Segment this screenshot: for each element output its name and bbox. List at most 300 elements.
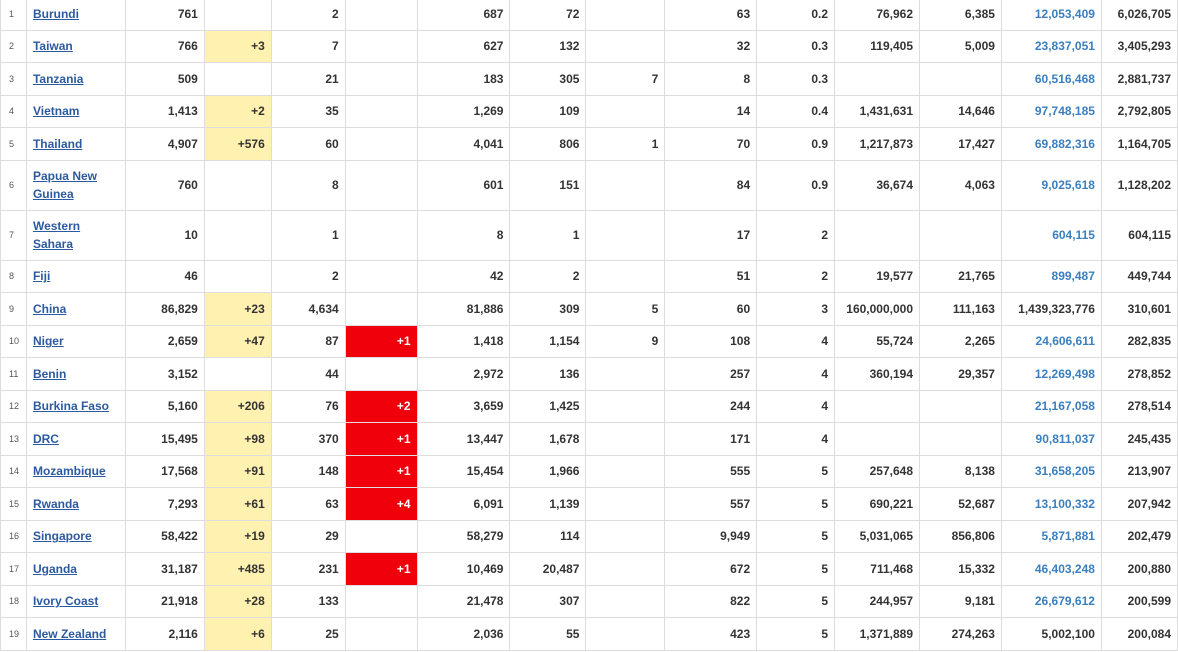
new-deaths-cell (345, 210, 417, 260)
one-case-every-cell: 449,744 (1101, 260, 1177, 293)
new-deaths-cell: +4 (345, 488, 417, 521)
total-cases-cell: 760 (125, 160, 204, 210)
population-cell[interactable]: 26,679,612 (1001, 585, 1101, 618)
one-case-every-cell: 200,880 (1101, 553, 1177, 586)
one-case-every-cell: 2,881,737 (1101, 63, 1177, 96)
recovered-cell: 2,036 (417, 618, 510, 651)
total-tests-cell: 1,217,873 (835, 128, 920, 161)
table-row (1, 618, 1178, 651)
one-case-every-cell: 310,601 (1101, 293, 1177, 326)
country-link[interactable]: Burundi (32, 6, 79, 21)
active-cases-cell: 305 (510, 63, 586, 96)
deaths-per-million-cell: 0.2 (757, 0, 835, 30)
total-deaths-cell: 60 (271, 128, 345, 161)
new-cases-cell (204, 160, 271, 210)
new-deaths-cell: +1 (345, 455, 417, 488)
total-deaths-cell: 87 (271, 325, 345, 358)
active-cases-cell: 1,678 (510, 423, 586, 456)
total-tests-cell: 36,674 (835, 160, 920, 210)
new-deaths-cell (345, 585, 417, 618)
population-cell: 5,002,100 (1001, 618, 1101, 651)
population-cell[interactable]: 90,811,037 (1001, 423, 1101, 456)
new-deaths-cell (345, 0, 417, 30)
total-cases-cell: 1,413 (125, 95, 204, 128)
total-deaths-cell: 133 (271, 585, 345, 618)
serious-critical-cell: 9 (586, 325, 665, 358)
recovered-cell: 6,091 (417, 488, 510, 521)
population-cell[interactable]: 21,167,058 (1001, 390, 1101, 423)
cases-per-million-cell: 32 (665, 30, 757, 63)
row-number: 11 (1, 358, 27, 391)
row-number: 12 (1, 390, 27, 423)
recovered-cell: 81,886 (417, 293, 510, 326)
recovered-cell: 183 (417, 63, 510, 96)
total-tests-cell: 76,962 (835, 0, 920, 30)
population-cell[interactable]: 24,606,611 (1001, 325, 1101, 358)
new-cases-cell: +485 (204, 553, 271, 586)
country-cell (26, 390, 125, 423)
recovered-cell: 2,972 (417, 358, 510, 391)
serious-critical-cell (586, 358, 665, 391)
recovered-cell: 1,269 (417, 95, 510, 128)
new-deaths-cell: +2 (345, 390, 417, 423)
total-tests-cell: 55,724 (835, 325, 920, 358)
cases-per-million-cell: 9,949 (665, 520, 757, 553)
cases-per-million-cell: 70 (665, 128, 757, 161)
tests-per-million-cell: 52,687 (920, 488, 1002, 521)
one-case-every-cell: 604,115 (1101, 210, 1177, 260)
total-tests-cell: 160,000,000 (835, 293, 920, 326)
serious-critical-cell (586, 585, 665, 618)
new-deaths-cell (345, 128, 417, 161)
new-cases-cell: +28 (204, 585, 271, 618)
table-row (1, 358, 1178, 391)
new-cases-cell: +576 (204, 128, 271, 161)
country-link[interactable]: China (32, 301, 67, 316)
deaths-per-million-cell: 5 (757, 618, 835, 651)
new-deaths-cell (345, 293, 417, 326)
new-cases-cell: +206 (204, 390, 271, 423)
new-cases-cell (204, 63, 271, 96)
country-link[interactable]: Burkina Faso (32, 399, 109, 414)
population-cell[interactable]: 9,025,618 (1001, 160, 1101, 210)
total-tests-cell (835, 63, 920, 96)
population-cell[interactable]: 23,837,051 (1001, 30, 1101, 63)
new-cases-cell (204, 260, 271, 293)
total-cases-cell: 10 (125, 210, 204, 260)
total-cases-cell: 3,152 (125, 358, 204, 391)
total-deaths-cell: 21 (271, 63, 345, 96)
table-row (1, 260, 1178, 293)
one-case-every-cell: 213,907 (1101, 455, 1177, 488)
total-tests-cell: 5,031,065 (835, 520, 920, 553)
one-case-every-cell: 278,852 (1101, 358, 1177, 391)
table-row (1, 63, 1178, 96)
active-cases-cell: 1 (510, 210, 586, 260)
total-cases-cell: 21,918 (125, 585, 204, 618)
total-deaths-cell: 148 (271, 455, 345, 488)
new-cases-cell: +98 (204, 423, 271, 456)
table-row (1, 0, 1178, 30)
active-cases-cell: 114 (510, 520, 586, 553)
total-deaths-cell: 231 (271, 553, 345, 586)
cases-per-million-cell: 60 (665, 293, 757, 326)
total-deaths-cell: 1 (271, 210, 345, 260)
country-link[interactable]: Rwanda (32, 496, 79, 511)
country-cell (26, 260, 125, 293)
country-cell (26, 585, 125, 618)
total-cases-cell: 2,116 (125, 618, 204, 651)
total-deaths-cell: 44 (271, 358, 345, 391)
deaths-per-million-cell: 0.3 (757, 30, 835, 63)
population-cell[interactable]: 46,403,248 (1001, 553, 1101, 586)
table-row (1, 30, 1178, 63)
serious-critical-cell: 7 (586, 63, 665, 96)
deaths-per-million-cell: 0.9 (757, 160, 835, 210)
new-deaths-cell (345, 30, 417, 63)
new-deaths-cell (345, 520, 417, 553)
tests-per-million-cell: 5,009 (920, 30, 1002, 63)
recovered-cell: 627 (417, 30, 510, 63)
deaths-per-million-cell: 4 (757, 390, 835, 423)
country-cell (26, 553, 125, 586)
total-deaths-cell: 370 (271, 423, 345, 456)
new-deaths-cell: +1 (345, 553, 417, 586)
row-number: 2 (1, 30, 27, 63)
serious-critical-cell: 5 (586, 293, 665, 326)
country-link[interactable]: Thailand (32, 136, 83, 151)
deaths-per-million-cell: 5 (757, 585, 835, 618)
new-cases-cell: +6 (204, 618, 271, 651)
total-tests-cell: 119,405 (835, 30, 920, 63)
active-cases-cell: 309 (510, 293, 586, 326)
table-row (1, 210, 1178, 260)
total-cases-cell: 7,293 (125, 488, 204, 521)
active-cases-cell: 1,139 (510, 488, 586, 521)
tests-per-million-cell: 111,163 (920, 293, 1002, 326)
country-link[interactable]: Fiji (32, 269, 51, 284)
recovered-cell: 687 (417, 0, 510, 30)
tests-per-million-cell (920, 423, 1002, 456)
recovered-cell: 3,659 (417, 390, 510, 423)
cases-per-million-cell: 63 (665, 0, 757, 30)
country-link[interactable]: Western Sahara (32, 219, 81, 251)
tests-per-million-cell: 4,063 (920, 160, 1002, 210)
country-cell (26, 95, 125, 128)
tests-per-million-cell: 21,765 (920, 260, 1002, 293)
active-cases-cell: 20,487 (510, 553, 586, 586)
total-cases-cell: 2,659 (125, 325, 204, 358)
new-deaths-cell (345, 358, 417, 391)
population-cell[interactable]: 69,882,316 (1001, 128, 1101, 161)
deaths-per-million-cell: 5 (757, 520, 835, 553)
total-deaths-cell: 8 (271, 160, 345, 210)
total-deaths-cell: 25 (271, 618, 345, 651)
serious-critical-cell (586, 210, 665, 260)
country-cell (26, 325, 125, 358)
deaths-per-million-cell: 0.9 (757, 128, 835, 161)
country-link[interactable]: Niger (32, 334, 64, 349)
country-link[interactable]: Vietnam (32, 104, 80, 119)
total-tests-cell: 244,957 (835, 585, 920, 618)
new-cases-cell: +3 (204, 30, 271, 63)
population-cell[interactable]: 13,100,332 (1001, 488, 1101, 521)
recovered-cell: 21,478 (417, 585, 510, 618)
tests-per-million-cell: 9,181 (920, 585, 1002, 618)
table-row (1, 128, 1178, 161)
new-cases-cell (204, 358, 271, 391)
total-tests-cell (835, 210, 920, 260)
serious-critical-cell (586, 30, 665, 63)
one-case-every-cell: 2,792,805 (1101, 95, 1177, 128)
row-number: 13 (1, 423, 27, 456)
deaths-per-million-cell: 5 (757, 488, 835, 521)
country-cell (26, 63, 125, 96)
country-link[interactable]: New Zealand (32, 626, 107, 641)
total-tests-cell: 1,431,631 (835, 95, 920, 128)
total-deaths-cell: 35 (271, 95, 345, 128)
country-cell (26, 128, 125, 161)
cases-per-million-cell: 108 (665, 325, 757, 358)
serious-critical-cell (586, 520, 665, 553)
active-cases-cell: 2 (510, 260, 586, 293)
active-cases-cell: 72 (510, 0, 586, 30)
recovered-cell: 15,454 (417, 455, 510, 488)
row-number: 3 (1, 63, 27, 96)
tests-per-million-cell: 856,806 (920, 520, 1002, 553)
deaths-per-million-cell: 5 (757, 553, 835, 586)
country-link[interactable]: Papua New Guinea (32, 169, 97, 201)
tests-per-million-cell: 8,138 (920, 455, 1002, 488)
total-deaths-cell: 2 (271, 260, 345, 293)
total-tests-cell: 690,221 (835, 488, 920, 521)
serious-critical-cell (586, 455, 665, 488)
serious-critical-cell: 1 (586, 128, 665, 161)
row-number: 15 (1, 488, 27, 521)
total-tests-cell: 360,194 (835, 358, 920, 391)
new-cases-cell (204, 0, 271, 30)
row-number: 1 (1, 0, 27, 30)
deaths-per-million-cell: 2 (757, 210, 835, 260)
deaths-per-million-cell: 3 (757, 293, 835, 326)
tests-per-million-cell (920, 63, 1002, 96)
population-cell[interactable]: 604,115 (1001, 210, 1101, 260)
country-cell (26, 358, 125, 391)
total-cases-cell: 31,187 (125, 553, 204, 586)
population-cell[interactable]: 60,516,468 (1001, 63, 1101, 96)
total-deaths-cell: 29 (271, 520, 345, 553)
serious-critical-cell (586, 390, 665, 423)
cases-per-million-cell: 17 (665, 210, 757, 260)
serious-critical-cell (586, 423, 665, 456)
population-cell[interactable]: 12,053,409 (1001, 0, 1101, 30)
row-number: 17 (1, 553, 27, 586)
population-cell[interactable]: 5,871,881 (1001, 520, 1101, 553)
new-deaths-cell (345, 618, 417, 651)
row-number: 18 (1, 585, 27, 618)
row-number: 9 (1, 293, 27, 326)
row-number: 4 (1, 95, 27, 128)
table-row (1, 455, 1178, 488)
total-tests-cell: 19,577 (835, 260, 920, 293)
recovered-cell: 1,418 (417, 325, 510, 358)
total-tests-cell (835, 390, 920, 423)
cases-per-million-cell: 8 (665, 63, 757, 96)
total-cases-cell: 46 (125, 260, 204, 293)
active-cases-cell: 1,425 (510, 390, 586, 423)
deaths-per-million-cell: 0.4 (757, 95, 835, 128)
active-cases-cell: 1,154 (510, 325, 586, 358)
deaths-per-million-cell: 4 (757, 325, 835, 358)
recovered-cell: 42 (417, 260, 510, 293)
country-link[interactable]: Benin (32, 366, 67, 381)
deaths-per-million-cell: 4 (757, 423, 835, 456)
country-cell (26, 0, 125, 30)
total-tests-cell (835, 423, 920, 456)
cases-per-million-cell: 14 (665, 95, 757, 128)
cases-per-million-cell: 672 (665, 553, 757, 586)
one-case-every-cell: 6,026,705 (1101, 0, 1177, 30)
active-cases-cell: 307 (510, 585, 586, 618)
cases-per-million-cell: 555 (665, 455, 757, 488)
new-deaths-cell: +1 (345, 325, 417, 358)
row-number: 7 (1, 210, 27, 260)
total-tests-cell: 711,468 (835, 553, 920, 586)
total-cases-cell: 17,568 (125, 455, 204, 488)
total-tests-cell: 1,371,889 (835, 618, 920, 651)
population-cell[interactable]: 31,658,205 (1001, 455, 1101, 488)
one-case-every-cell: 3,405,293 (1101, 30, 1177, 63)
serious-critical-cell (586, 0, 665, 30)
tests-per-million-cell (920, 390, 1002, 423)
one-case-every-cell: 1,164,705 (1101, 128, 1177, 161)
cases-per-million-cell: 51 (665, 260, 757, 293)
total-cases-cell: 509 (125, 63, 204, 96)
country-cell (26, 423, 125, 456)
table-row (1, 553, 1178, 586)
total-deaths-cell: 63 (271, 488, 345, 521)
table-row (1, 488, 1178, 521)
tests-per-million-cell: 14,646 (920, 95, 1002, 128)
one-case-every-cell: 207,942 (1101, 488, 1177, 521)
table-row (1, 423, 1178, 456)
serious-critical-cell (586, 260, 665, 293)
tests-per-million-cell: 2,265 (920, 325, 1002, 358)
one-case-every-cell: 278,514 (1101, 390, 1177, 423)
active-cases-cell: 109 (510, 95, 586, 128)
serious-critical-cell (586, 553, 665, 586)
country-link[interactable]: Tanzania (32, 71, 84, 86)
row-number: 19 (1, 618, 27, 651)
country-link[interactable]: Taiwan (32, 39, 73, 54)
new-deaths-cell (345, 95, 417, 128)
table-row (1, 325, 1178, 358)
serious-critical-cell (586, 95, 665, 128)
country-cell (26, 293, 125, 326)
one-case-every-cell: 1,128,202 (1101, 160, 1177, 210)
country-link[interactable]: Ivory Coast (32, 594, 99, 609)
cases-per-million-cell: 257 (665, 358, 757, 391)
country-cell (26, 160, 125, 210)
country-link[interactable]: Uganda (32, 561, 77, 576)
deaths-per-million-cell: 5 (757, 455, 835, 488)
country-cell (26, 520, 125, 553)
table-row (1, 95, 1178, 128)
active-cases-cell: 806 (510, 128, 586, 161)
country-cell (26, 210, 125, 260)
tests-per-million-cell: 29,357 (920, 358, 1002, 391)
country-cell (26, 618, 125, 651)
new-cases-cell: +61 (204, 488, 271, 521)
active-cases-cell: 55 (510, 618, 586, 651)
row-number: 6 (1, 160, 27, 210)
country-cell (26, 30, 125, 63)
one-case-every-cell: 200,599 (1101, 585, 1177, 618)
country-link[interactable]: Mozambique (32, 464, 106, 479)
row-number: 14 (1, 455, 27, 488)
country-cell (26, 455, 125, 488)
population-cell[interactable]: 12,269,498 (1001, 358, 1101, 391)
row-number: 5 (1, 128, 27, 161)
country-link[interactable]: Singapore (32, 529, 92, 544)
table-row (1, 390, 1178, 423)
population-cell[interactable]: 97,748,185 (1001, 95, 1101, 128)
serious-critical-cell (586, 160, 665, 210)
total-deaths-cell: 76 (271, 390, 345, 423)
tests-per-million-cell: 15,332 (920, 553, 1002, 586)
one-case-every-cell: 202,479 (1101, 520, 1177, 553)
serious-critical-cell (586, 618, 665, 651)
cases-per-million-cell: 171 (665, 423, 757, 456)
new-deaths-cell (345, 160, 417, 210)
active-cases-cell: 151 (510, 160, 586, 210)
tests-per-million-cell: 17,427 (920, 128, 1002, 161)
tests-per-million-cell: 274,263 (920, 618, 1002, 651)
country-link[interactable]: DRC (32, 431, 59, 446)
deaths-per-million-cell: 4 (757, 358, 835, 391)
deaths-per-million-cell: 0.3 (757, 63, 835, 96)
total-cases-cell: 4,907 (125, 128, 204, 161)
new-cases-cell: +2 (204, 95, 271, 128)
recovered-cell: 8 (417, 210, 510, 260)
one-case-every-cell: 200,084 (1101, 618, 1177, 651)
total-cases-cell: 15,495 (125, 423, 204, 456)
population-cell[interactable]: 899,487 (1001, 260, 1101, 293)
table-row (1, 160, 1178, 210)
row-number: 8 (1, 260, 27, 293)
country-cell (26, 488, 125, 521)
row-number: 16 (1, 520, 27, 553)
active-cases-cell: 136 (510, 358, 586, 391)
new-deaths-cell: +1 (345, 423, 417, 456)
serious-critical-cell (586, 488, 665, 521)
total-deaths-cell: 2 (271, 0, 345, 30)
new-cases-cell: +47 (204, 325, 271, 358)
cases-per-million-cell: 822 (665, 585, 757, 618)
recovered-cell: 13,447 (417, 423, 510, 456)
total-cases-cell: 766 (125, 30, 204, 63)
deaths-per-million-cell: 2 (757, 260, 835, 293)
new-deaths-cell (345, 63, 417, 96)
active-cases-cell: 1,966 (510, 455, 586, 488)
recovered-cell: 601 (417, 160, 510, 210)
cases-per-million-cell: 557 (665, 488, 757, 521)
recovered-cell: 58,279 (417, 520, 510, 553)
new-cases-cell: +19 (204, 520, 271, 553)
population-cell: 1,439,323,776 (1001, 293, 1101, 326)
new-deaths-cell (345, 260, 417, 293)
row-number: 10 (1, 325, 27, 358)
